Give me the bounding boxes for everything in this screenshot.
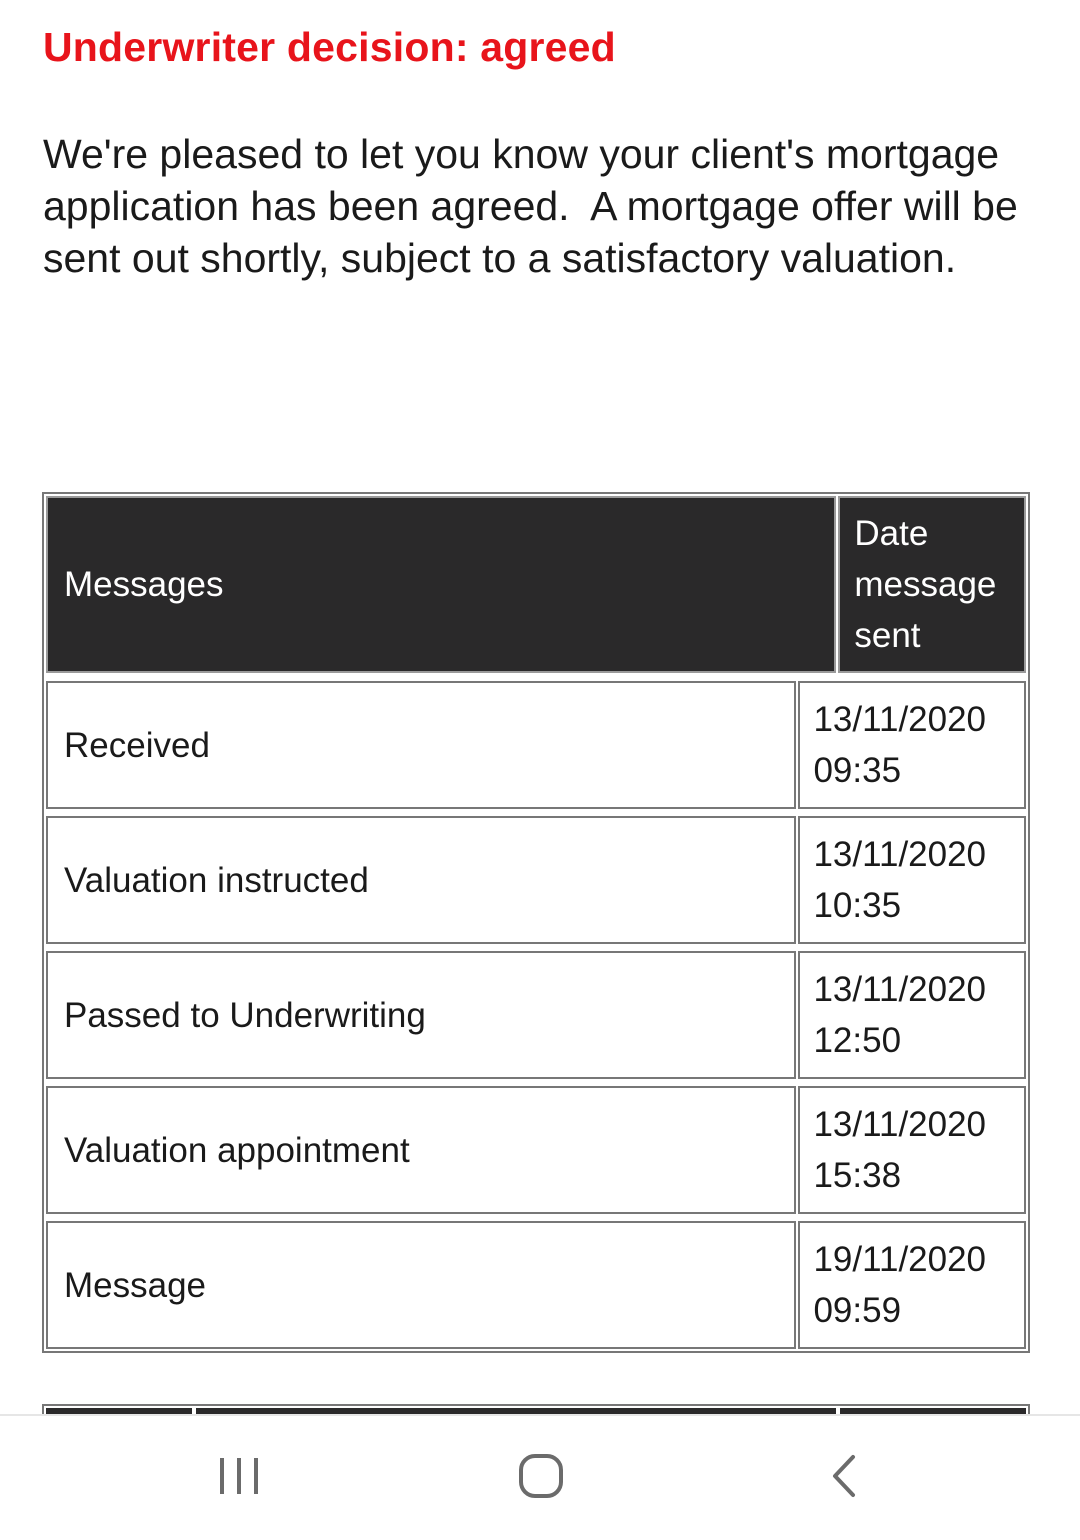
header-date-line: Date (854, 514, 929, 553)
date-cell (798, 681, 1026, 809)
time-value: 09:35 (813, 751, 902, 790)
system-navigation-bar (0, 1414, 1080, 1540)
message-cell: Message (46, 1221, 796, 1349)
date-cell (798, 951, 1026, 1079)
header-date-sent (838, 496, 1026, 673)
messages-table (42, 492, 1030, 1353)
date-cell (798, 1221, 1026, 1349)
time-value: 09:59 (813, 1291, 902, 1330)
message-cell: Valuation instructed (46, 816, 796, 944)
date-value: 19/11/2020 (813, 1240, 987, 1279)
message-cell: Valuation appointment (46, 1086, 796, 1214)
date-cell (798, 816, 1026, 944)
date-cell (798, 1086, 1026, 1214)
recent-apps-button[interactable] (199, 1446, 279, 1506)
next-table-top-edge (42, 1404, 1030, 1414)
decision-heading: Underwriter decision: agreed (43, 24, 616, 70)
table-row (46, 816, 1026, 944)
intro-paragraph: We're pleased to let you know your client's mortgage application has been agreed. A mortgage offer will be sent out shortly, subject to a satisfactory valuation. (43, 131, 1030, 281)
table-row (46, 1221, 1026, 1349)
header-messages: Messages (46, 496, 836, 673)
time-value: 10:35 (813, 886, 902, 925)
back-button[interactable] (804, 1446, 884, 1506)
date-value: 13/11/2020 (813, 835, 987, 874)
home-icon (518, 1453, 564, 1499)
home-button[interactable] (501, 1446, 581, 1506)
table-row (46, 1086, 1026, 1214)
table-header-row (46, 496, 1026, 673)
message-cell: Passed to Underwriting (46, 951, 796, 1079)
recent-apps-icon (217, 1456, 261, 1496)
table-row (46, 681, 1026, 809)
message-cell: Received (46, 681, 796, 809)
header-date-line: sent (854, 616, 921, 655)
date-value: 13/11/2020 (813, 1105, 987, 1144)
time-value: 15:38 (813, 1156, 902, 1195)
header-date-line: message (854, 565, 997, 604)
date-value: 13/11/2020 (813, 970, 987, 1009)
time-value: 12:50 (813, 1021, 902, 1060)
table-row (46, 951, 1026, 1079)
back-icon (829, 1454, 859, 1498)
date-value: 13/11/2020 (813, 700, 987, 739)
